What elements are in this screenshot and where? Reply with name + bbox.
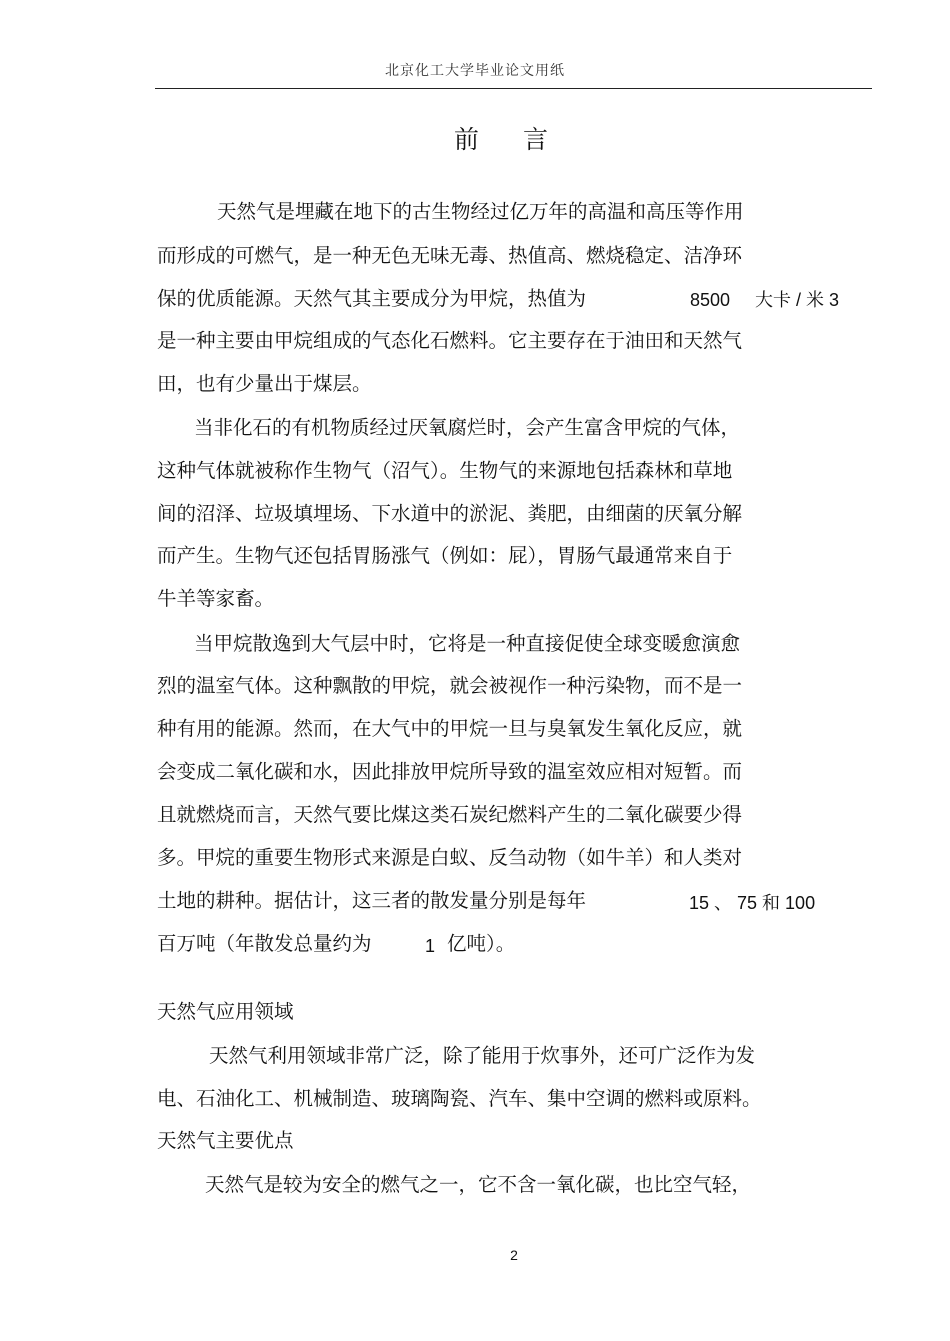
- text-line: 烈的温室气体。这种飘散的甲烷，就会被视作一种污染物，而不是一: [157, 674, 743, 697]
- section-heading-advantages: 天然气主要优点: [157, 1129, 294, 1152]
- emission-values: 15 、 75 和 100: [689, 893, 816, 913]
- section-heading-applications: 天然气应用领域: [157, 1000, 294, 1023]
- page-heading: 前 言: [454, 125, 566, 154]
- text-line: 田，也有少量出于煤层。: [157, 372, 372, 395]
- text-line: 百万吨（年散发总量约为: [157, 932, 372, 955]
- text-line: 种有用的能源。然而，在大气中的甲烷一旦与臭氧发生氧化反应，就: [157, 717, 743, 740]
- total-value: 1: [425, 936, 436, 956]
- text-line: 这种气体就被称作生物气（沼气）。生物气的来源地包括森林和草地: [157, 459, 733, 482]
- text-line: 多。甲烷的重要生物形式来源是白蚁、反刍动物（如牛羊）和人类对: [157, 846, 743, 869]
- text-line: 是一种主要由甲烷组成的气态化石燃料。它主要存在于油田和天然气: [157, 329, 743, 352]
- text-line: 天然气利用领域非常广泛，除了能用于炊事外，还可广泛作为发: [209, 1044, 756, 1067]
- text-line: 间的沼泽、垃圾填埋场、下水道中的淤泥、粪肥，由细菌的厌氧分解: [157, 502, 743, 525]
- text-line: 土地的耕种。据估计，这三者的散发量分别是每年: [157, 889, 587, 912]
- heat-unit: 大卡 / 米 3: [755, 290, 840, 310]
- text-line: 电、石油化工、机械制造、玻璃陶瓷、汽车、集中空调的燃料或原料。: [157, 1087, 762, 1110]
- header-divider: [155, 88, 872, 89]
- text-line: 天然气是较为安全的燃气之一，它不含一氧化碳，也比空气轻，: [205, 1173, 752, 1196]
- text-line: 天然气是埋藏在地下的古生物经过亿万年的高温和高压等作用: [217, 200, 744, 223]
- header-title: 北京化工大学毕业论文用纸: [385, 63, 565, 79]
- text-line: 牛羊等家畜。: [157, 587, 275, 610]
- text-line: 当甲烷散逸到大气层中时，它将是一种直接促使全球变暖愈演愈: [194, 632, 741, 655]
- text-line: 当非化石的有机物质经过厌氧腐烂时，会产生富含甲烷的气体，: [194, 416, 741, 439]
- text-line: 且就燃烧而言，天然气要比煤这类石炭纪燃料产生的二氧化碳要少得: [157, 803, 743, 826]
- text-line: 而产生。生物气还包括胃肠涨气（例如：屁），胃肠气最通常来自于: [157, 544, 733, 567]
- text-line: 亿吨）。: [447, 932, 516, 955]
- heat-value: 8500: [690, 290, 731, 310]
- text-line: 保的优质能源。天然气其主要成分为甲烷，热值为: [157, 287, 587, 310]
- page-number: 2: [510, 1247, 518, 1263]
- text-line: 而形成的可燃气，是一种无色无味无毒、热值高、燃烧稳定、洁净环: [157, 244, 743, 267]
- text-line: 会变成二氧化碳和水，因此排放甲烷所导致的温室效应相对短暂。而: [157, 760, 743, 783]
